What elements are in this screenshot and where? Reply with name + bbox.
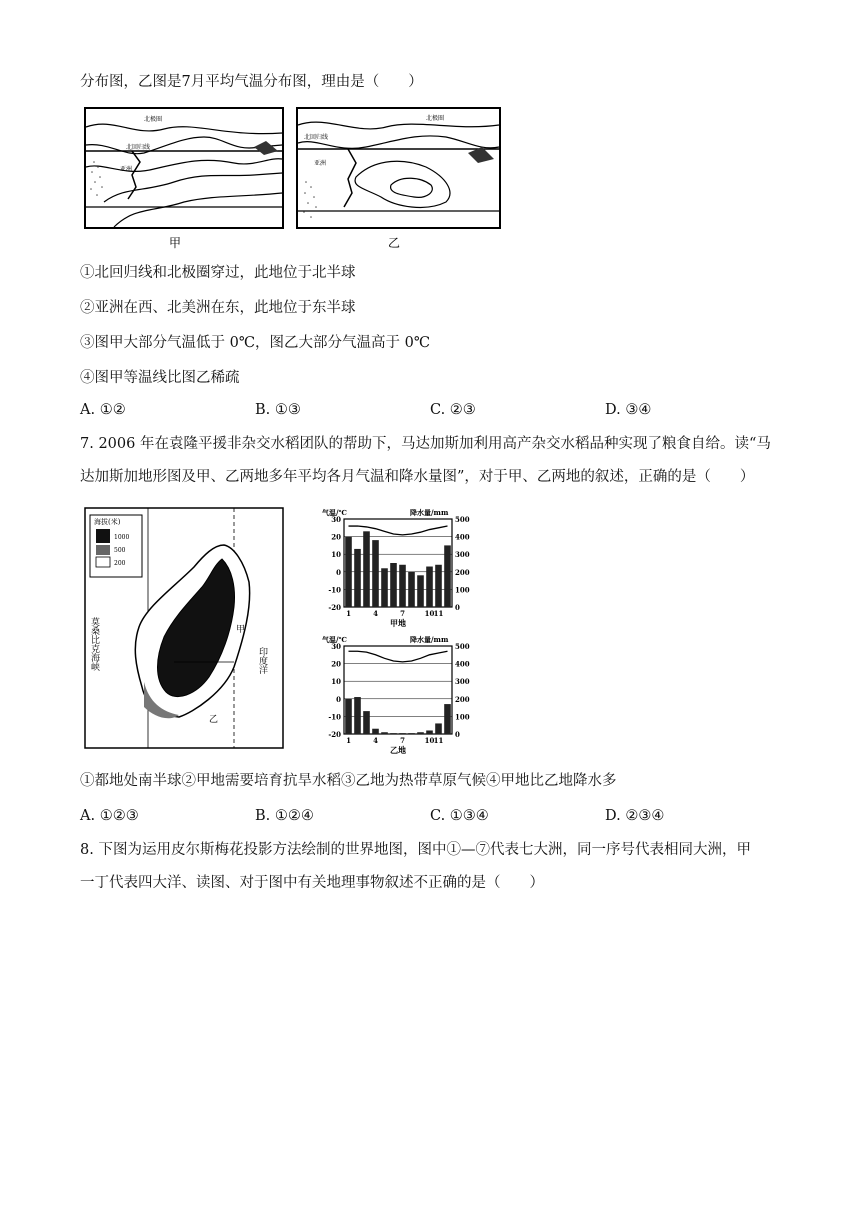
q8-stem-line-1: 8. 下图为运用皮尔斯梅花投影方法绘制的世界地图，图中①—⑦代表七大洲，同一序号代表相同大洲，甲 bbox=[80, 842, 751, 858]
legend-swatch-high bbox=[96, 529, 110, 543]
yi-asia-label: 亚洲 bbox=[314, 160, 327, 167]
temp-axis-title: 气温/℃ bbox=[322, 635, 347, 644]
x-tick-label: 10 bbox=[424, 609, 435, 618]
q6-option-a[interactable]: A. ①② bbox=[80, 402, 126, 418]
precip-bar bbox=[426, 567, 433, 607]
precip-tick-label: 300 bbox=[455, 550, 470, 560]
precip-tick-label: 500 bbox=[455, 515, 470, 524]
precip-bar bbox=[408, 572, 415, 607]
jia-asia-label: 亚洲 bbox=[120, 166, 133, 173]
precip-bar bbox=[444, 545, 451, 607]
precip-bar bbox=[354, 697, 361, 734]
temp-tick-label: -20 bbox=[328, 730, 341, 739]
precip-bar bbox=[345, 537, 352, 607]
jia-arctic-label: 北极圈 bbox=[144, 116, 163, 123]
temp-tick-label: -10 bbox=[328, 585, 341, 595]
legend-label-2: 500 bbox=[114, 547, 126, 554]
precip-axis-title: 降水量/mm bbox=[410, 508, 449, 517]
x-tick-label: 4 bbox=[373, 736, 378, 745]
precip-bar bbox=[390, 733, 397, 734]
q7-option-a[interactable]: A. ①②③ bbox=[80, 808, 139, 824]
map-jia bbox=[84, 107, 284, 252]
precip-tick-label: 400 bbox=[455, 532, 470, 542]
q6-statement-1: ①北回归线和北极圈穿过，此地位于北半球 bbox=[80, 265, 356, 281]
precip-bar bbox=[372, 540, 379, 607]
temp-tick-label: 20 bbox=[331, 659, 341, 669]
temp-tick-label: 30 bbox=[331, 515, 341, 524]
precip-tick-label: 200 bbox=[455, 567, 470, 577]
precip-bar bbox=[435, 723, 442, 734]
climate-chart-yi bbox=[318, 632, 478, 756]
q7-statements: ①都地处南半球②甲地需要培育抗旱水稻③乙地为热带草原气候④甲地比乙地降水多 bbox=[80, 773, 617, 789]
precip-bar bbox=[390, 563, 397, 607]
q7-option-b[interactable]: B. ①②④ bbox=[255, 808, 314, 824]
precip-tick-label: 400 bbox=[455, 659, 470, 669]
q7-option-c[interactable]: C. ①③④ bbox=[430, 808, 489, 824]
precip-tick-label: 100 bbox=[455, 712, 470, 722]
x-tick-label: 11 bbox=[433, 736, 444, 745]
q7-option-d[interactable]: D. ②③④ bbox=[605, 808, 665, 824]
precip-bar bbox=[399, 565, 406, 607]
temp-line bbox=[349, 651, 448, 662]
x-tick-label: 1 bbox=[346, 736, 351, 745]
temp-tick-label: 20 bbox=[331, 532, 341, 542]
q7-stem-line-2: 达加斯加地形图及甲、乙两地多年平均各月气温和降水量图”，对于甲、乙两地的叙述，正确的是（ ） bbox=[80, 469, 755, 485]
temp-axis-title: 气温/℃ bbox=[322, 508, 347, 517]
yi-tropic-label: 北回归线 bbox=[304, 134, 329, 141]
legend-swatch-low bbox=[96, 557, 110, 567]
q6-option-c[interactable]: C. ②③ bbox=[430, 402, 476, 418]
x-tick-label: 11 bbox=[433, 609, 444, 618]
precip-axis-title: 降水量/mm bbox=[410, 635, 449, 644]
q6-option-b[interactable]: B. ①③ bbox=[255, 402, 301, 418]
x-tick-label: 4 bbox=[373, 609, 378, 618]
q6-intro: 分布图，乙图是7月平均气温分布图，理由是（ ） bbox=[80, 74, 423, 90]
q6-statement-3: ③图甲大部分气温低于 0℃，图乙大部分气温高于 0℃ bbox=[80, 335, 431, 351]
temp-tick-label: 30 bbox=[331, 642, 341, 651]
precip-bar bbox=[426, 730, 433, 734]
q6-option-d[interactable]: D. ③④ bbox=[605, 402, 652, 418]
precip-tick-label: 300 bbox=[455, 677, 470, 687]
legend-title: 海拔(米) bbox=[94, 518, 121, 526]
jia-location-label: 甲 bbox=[236, 625, 246, 635]
jia-tropic-label: 北回归线 bbox=[126, 144, 151, 151]
q6-statement-4: ④图甲等温线比图乙稀疏 bbox=[80, 370, 240, 386]
temp-tick-label: -20 bbox=[328, 603, 341, 612]
precip-bar bbox=[444, 704, 451, 734]
legend-swatch-mid bbox=[96, 545, 110, 555]
precip-tick-label: 100 bbox=[455, 585, 470, 595]
map-yi-caption: 乙 bbox=[388, 236, 401, 250]
channel-label: 莫桑比克海峡 bbox=[89, 617, 99, 671]
q8-stem-line-2: 一丁代表四大洋、读图、对于图中有关地理事物叙述不正确的是（ ） bbox=[80, 875, 544, 891]
precip-tick-label: 500 bbox=[455, 642, 470, 651]
legend-label-3: 200 bbox=[114, 560, 126, 567]
precip-tick-label: 200 bbox=[455, 694, 470, 704]
temp-tick-label: -10 bbox=[328, 712, 341, 722]
precip-bar bbox=[381, 568, 388, 607]
yi-arctic-label: 北极圈 bbox=[426, 115, 445, 122]
chart-xlabel: 乙地 bbox=[390, 745, 406, 755]
precip-bar bbox=[417, 732, 424, 734]
precip-tick-label: 0 bbox=[455, 730, 460, 739]
temp-tick-label: 0 bbox=[336, 567, 341, 577]
x-tick-label: 7 bbox=[400, 609, 405, 618]
temp-tick-label: 10 bbox=[331, 550, 341, 560]
climate-chart-jia bbox=[318, 505, 478, 629]
precip-bar bbox=[363, 711, 370, 734]
temp-tick-label: 10 bbox=[331, 677, 341, 687]
madagascar-map bbox=[84, 507, 284, 755]
q6-statement-2: ②亚洲在西、北美洲在东，此地位于东半球 bbox=[80, 300, 356, 316]
precip-bar bbox=[408, 733, 415, 734]
precip-bar bbox=[381, 732, 388, 734]
temp-tick-label: 0 bbox=[336, 694, 341, 704]
precip-bar bbox=[435, 565, 442, 607]
q7-stem-line-1: 7. 2006 年在袁隆平援非杂交水稻团队的帮助下，马达加斯加利用高产杂交水稻品种实现了粮食自给。读“马 bbox=[80, 436, 771, 452]
chart-xlabel: 甲地 bbox=[390, 618, 406, 628]
map-jia-caption: 甲 bbox=[169, 236, 182, 250]
x-tick-label: 10 bbox=[424, 736, 435, 745]
x-tick-label: 7 bbox=[400, 736, 405, 745]
precip-bar bbox=[417, 575, 424, 607]
precip-tick-label: 0 bbox=[455, 603, 460, 612]
precip-bar bbox=[345, 699, 352, 734]
precip-bar bbox=[372, 729, 379, 734]
legend-label-1: 1000 bbox=[114, 534, 130, 541]
precip-bar bbox=[399, 733, 406, 734]
yi-location-label: 乙 bbox=[209, 715, 219, 725]
x-tick-label: 1 bbox=[346, 609, 351, 618]
map-yi bbox=[296, 107, 501, 252]
precip-bar bbox=[354, 549, 361, 607]
precip-bar bbox=[363, 531, 370, 607]
ocean-label: 印度洋 bbox=[257, 647, 267, 674]
